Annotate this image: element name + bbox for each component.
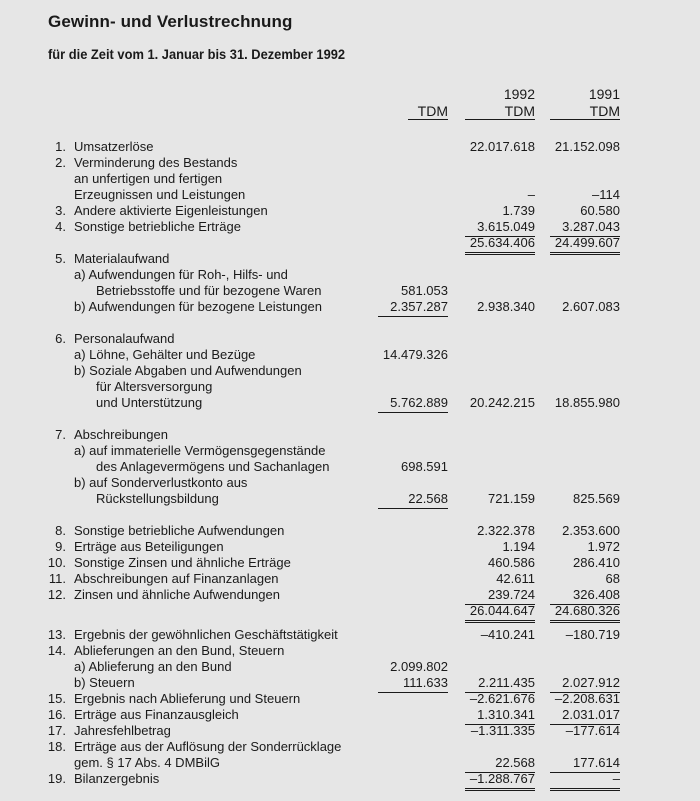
value-1991: 2.027.912 — [550, 675, 620, 693]
row-label: Ergebnis der gewöhnlichen Geschäftstätigkeit — [74, 627, 338, 642]
table-row — [0, 723, 700, 739]
value-subtotal — [378, 171, 448, 172]
value-1992: 42.611 — [496, 571, 535, 586]
value-1992 — [465, 739, 535, 740]
value-subtotal — [378, 155, 448, 156]
value-1992: –410.241 — [480, 627, 535, 642]
row-label: b) auf Sonderverlustkonto aus — [74, 475, 248, 490]
table-row — [0, 427, 700, 443]
value-1991: – — [550, 771, 620, 791]
value-subtotal — [378, 251, 448, 252]
value-1991 — [550, 659, 620, 660]
value-1992 — [465, 363, 535, 364]
row-label: Ergebnis nach Ablieferung und Steuern — [74, 691, 301, 706]
value-1992 — [465, 331, 535, 332]
header-year-previous: 1991 — [588, 86, 620, 102]
row-label: Erträge aus Finanzausgleich — [74, 707, 239, 722]
value-1992: 460.586 — [488, 555, 535, 570]
value-1991: –180.719 — [565, 627, 620, 642]
table-row — [0, 771, 700, 787]
header-year-current: 1992 — [503, 86, 535, 102]
value-1991: 60.580 — [580, 203, 620, 218]
value-1992: –1.288.767 — [465, 771, 535, 791]
value-1991 — [550, 443, 620, 444]
row-label: Umsatzerlöse — [74, 139, 154, 154]
table-row — [0, 363, 700, 379]
value-1991: 825.569 — [573, 491, 620, 506]
value-subtotal: 5.762.889 — [378, 395, 448, 413]
table-row — [0, 395, 700, 411]
row-number: 10. — [47, 555, 66, 570]
table-row — [0, 539, 700, 555]
value-1992: – — [527, 187, 535, 202]
row-label: Sonstige betriebliche Erträge — [74, 219, 241, 234]
value-1992: 26.044.647 — [465, 603, 535, 623]
table-row — [0, 691, 700, 707]
row-number: 6. — [55, 331, 66, 346]
value-subtotal — [378, 443, 448, 444]
row-number: 18. — [47, 739, 66, 754]
row-number: 19. — [47, 771, 66, 786]
value-1991 — [550, 171, 620, 172]
table-row — [0, 155, 700, 171]
table-row — [0, 139, 700, 155]
table-row — [0, 707, 700, 723]
table-row — [0, 347, 700, 363]
value-1991: 286.410 — [573, 555, 620, 570]
value-1991: 177.614 — [550, 755, 620, 773]
value-subtotal — [378, 203, 448, 204]
row-label: Betriebsstoffe und für bezogene Waren — [96, 283, 322, 298]
row-label: Ablieferungen an den Bund, Steuern — [74, 643, 285, 658]
value-subtotal — [378, 219, 448, 220]
row-label: Materialaufwand — [74, 251, 170, 266]
value-1991 — [550, 267, 620, 268]
row-number: 13. — [47, 627, 66, 642]
value-1992 — [465, 643, 535, 644]
row-label: b) Soziale Abgaben und Aufwendungen — [74, 363, 302, 378]
row-number: 3. — [55, 203, 66, 218]
value-1991 — [550, 155, 620, 156]
value-subtotal — [378, 739, 448, 740]
value-subtotal: 111.633 — [378, 675, 448, 693]
value-subtotal — [378, 755, 448, 756]
table-row — [0, 755, 700, 771]
table-row — [0, 675, 700, 691]
value-1991: 1.972 — [587, 539, 620, 554]
value-1991: 3.287.043 — [550, 219, 620, 237]
row-number: 17. — [47, 723, 66, 738]
row-number: 15. — [47, 691, 66, 706]
table-row — [0, 491, 700, 507]
table-row — [0, 523, 700, 539]
value-1991 — [550, 459, 620, 460]
document-subtitle: für die Zeit vom 1. Januar bis 31. Dezember 1992 — [48, 46, 346, 62]
row-label: a) auf immaterielle Vermögensgegenstände — [74, 443, 326, 458]
value-subtotal — [378, 379, 448, 380]
row-label: a) Ablieferung an den Bund — [74, 659, 232, 674]
row-label: Rückstellungsbildung — [96, 491, 219, 506]
value-subtotal — [378, 363, 448, 364]
value-1992 — [465, 427, 535, 428]
table-row — [0, 627, 700, 643]
value-subtotal — [378, 603, 448, 604]
row-number: 14. — [47, 643, 66, 658]
value-1992: –1.311.335 — [470, 723, 535, 738]
table-row — [0, 219, 700, 235]
value-1991: –114 — [592, 187, 620, 202]
value-1992: 1.739 — [502, 203, 535, 218]
value-1991 — [550, 475, 620, 476]
row-number: 2. — [55, 155, 66, 170]
table-row — [0, 459, 700, 475]
value-1992: 721.159 — [488, 491, 535, 506]
value-1991 — [550, 347, 620, 348]
value-1991: –177.614 — [565, 723, 620, 738]
table-row — [0, 171, 700, 187]
row-label: Personalaufwand — [74, 331, 175, 346]
value-1992 — [465, 283, 535, 284]
value-1992: 20.242.215 — [469, 395, 535, 410]
value-subtotal — [378, 627, 448, 628]
value-1991: 18.855.980 — [554, 395, 620, 410]
row-label: a) Löhne, Gehälter und Bezüge — [74, 347, 256, 362]
table-row — [0, 331, 700, 347]
row-label: des Anlagevermögens und Sachanlagen — [96, 459, 330, 474]
value-1991 — [550, 427, 620, 428]
value-1992: 22.568 — [465, 755, 535, 773]
value-subtotal: 2.099.802 — [390, 659, 448, 674]
value-1991: 2.353.600 — [562, 523, 620, 538]
value-1992: 25.634.406 — [465, 235, 535, 255]
value-subtotal: 22.568 — [378, 491, 448, 509]
value-1992 — [465, 459, 535, 460]
header-unit-col3: TDM — [550, 103, 620, 120]
value-1992 — [465, 171, 535, 172]
value-1991 — [550, 331, 620, 332]
row-number: 16. — [47, 707, 66, 722]
row-label: Erträge aus der Auflösung der Sonderrücklage — [74, 739, 342, 754]
value-1991: 24.499.607 — [550, 235, 620, 255]
value-1991 — [550, 283, 620, 284]
value-1992 — [465, 267, 535, 268]
row-number: 1. — [55, 139, 66, 154]
table-row — [0, 475, 700, 491]
table-row — [0, 235, 700, 251]
value-subtotal — [378, 723, 448, 724]
table-row — [0, 643, 700, 659]
value-subtotal — [378, 555, 448, 556]
value-1992: 2.938.340 — [477, 299, 535, 314]
value-1991: –2.208.631 — [554, 691, 620, 706]
row-label: Abschreibungen auf Finanzanlagen — [74, 571, 279, 586]
header-unit-col1: TDM — [408, 103, 448, 120]
value-1992 — [465, 659, 535, 660]
table-row — [0, 187, 700, 203]
value-subtotal — [378, 475, 448, 476]
value-1991: 2.031.017 — [550, 707, 620, 725]
value-subtotal — [378, 187, 448, 188]
table-row — [0, 603, 700, 619]
row-label: Abschreibungen — [74, 427, 168, 442]
value-subtotal — [378, 139, 448, 140]
document-title: Gewinn- und Verlustrechnung — [48, 12, 293, 31]
value-1991: 326.408 — [550, 587, 620, 605]
value-subtotal — [378, 643, 448, 644]
value-1991: 21.152.098 — [554, 139, 620, 154]
table-row — [0, 251, 700, 267]
table-row — [0, 739, 700, 755]
row-label: b) Steuern — [74, 675, 135, 690]
value-1992 — [465, 347, 535, 348]
row-number: 4. — [55, 219, 66, 234]
row-label: b) Aufwendungen für bezogene Leistungen — [74, 299, 322, 314]
table-row — [0, 379, 700, 395]
row-number: 8. — [55, 523, 66, 538]
value-1992: 1.310.341 — [465, 707, 535, 725]
row-label: Sonstige Zinsen und ähnliche Erträge — [74, 555, 291, 570]
value-subtotal: 581.053 — [401, 283, 448, 298]
value-1992 — [465, 475, 535, 476]
row-label: Bilanzergebnis — [74, 771, 160, 786]
row-label: Zinsen und ähnliche Aufwendungen — [74, 587, 280, 602]
row-label: Jahresfehlbetrag — [74, 723, 171, 738]
value-1991 — [550, 251, 620, 252]
value-1991 — [550, 363, 620, 364]
value-subtotal: 14.479.326 — [382, 347, 448, 362]
value-1991 — [550, 379, 620, 380]
value-subtotal: 2.357.287 — [378, 299, 448, 317]
value-subtotal — [378, 523, 448, 524]
value-1991: 68 — [605, 571, 620, 586]
value-1992: 2.322.378 — [477, 523, 535, 538]
row-label: und Unterstützung — [96, 395, 203, 410]
table-row — [0, 659, 700, 675]
value-1992 — [465, 379, 535, 380]
row-number: 9. — [55, 539, 66, 554]
row-number: 7. — [55, 427, 66, 442]
value-1992 — [465, 443, 535, 444]
value-1992 — [465, 251, 535, 252]
value-subtotal — [378, 691, 448, 692]
row-label: für Altersversorgung — [96, 379, 213, 394]
table-row — [0, 571, 700, 587]
row-number: 5. — [55, 251, 66, 266]
value-1991 — [550, 643, 620, 644]
row-label: Erträge aus Beteiligungen — [74, 539, 224, 554]
row-number: 12. — [47, 587, 66, 602]
table-row — [0, 555, 700, 571]
table-row — [0, 443, 700, 459]
value-subtotal — [378, 331, 448, 332]
value-subtotal: 698.591 — [401, 459, 448, 474]
value-1992 — [465, 155, 535, 156]
value-subtotal — [378, 571, 448, 572]
row-label: Verminderung des Bestands — [74, 155, 238, 170]
value-subtotal — [378, 267, 448, 268]
value-1992: 2.211.435 — [465, 675, 535, 693]
value-subtotal — [378, 235, 448, 236]
header-unit-col2: TDM — [465, 103, 535, 120]
table-row — [0, 267, 700, 283]
row-label: a) Aufwendungen für Roh-, Hilfs- und — [74, 267, 288, 282]
value-subtotal — [378, 771, 448, 772]
table-row — [0, 283, 700, 299]
value-1992: 22.017.618 — [469, 139, 535, 154]
value-1991: 2.607.083 — [562, 299, 620, 314]
row-label: Erzeugnissen und Leistungen — [74, 187, 246, 202]
table-row — [0, 587, 700, 603]
row-number: 11. — [48, 571, 66, 586]
value-1992: 239.724 — [465, 587, 535, 605]
value-subtotal — [378, 539, 448, 540]
value-1992: –2.621.676 — [469, 691, 535, 706]
value-1992: 1.194 — [502, 539, 535, 554]
row-label: Sonstige betriebliche Aufwendungen — [74, 523, 285, 538]
value-subtotal — [378, 427, 448, 428]
row-label: gem. § 17 Abs. 4 DMBilG — [74, 755, 220, 770]
table-row — [0, 299, 700, 315]
row-label: Andere aktivierte Eigenleistungen — [74, 203, 268, 218]
value-subtotal — [378, 707, 448, 708]
value-1991: 24.680.326 — [550, 603, 620, 623]
value-1991 — [550, 739, 620, 740]
value-1992: 3.615.049 — [465, 219, 535, 237]
row-label: an unfertigen und fertigen — [74, 171, 223, 186]
table-row — [0, 203, 700, 219]
value-subtotal — [378, 587, 448, 588]
